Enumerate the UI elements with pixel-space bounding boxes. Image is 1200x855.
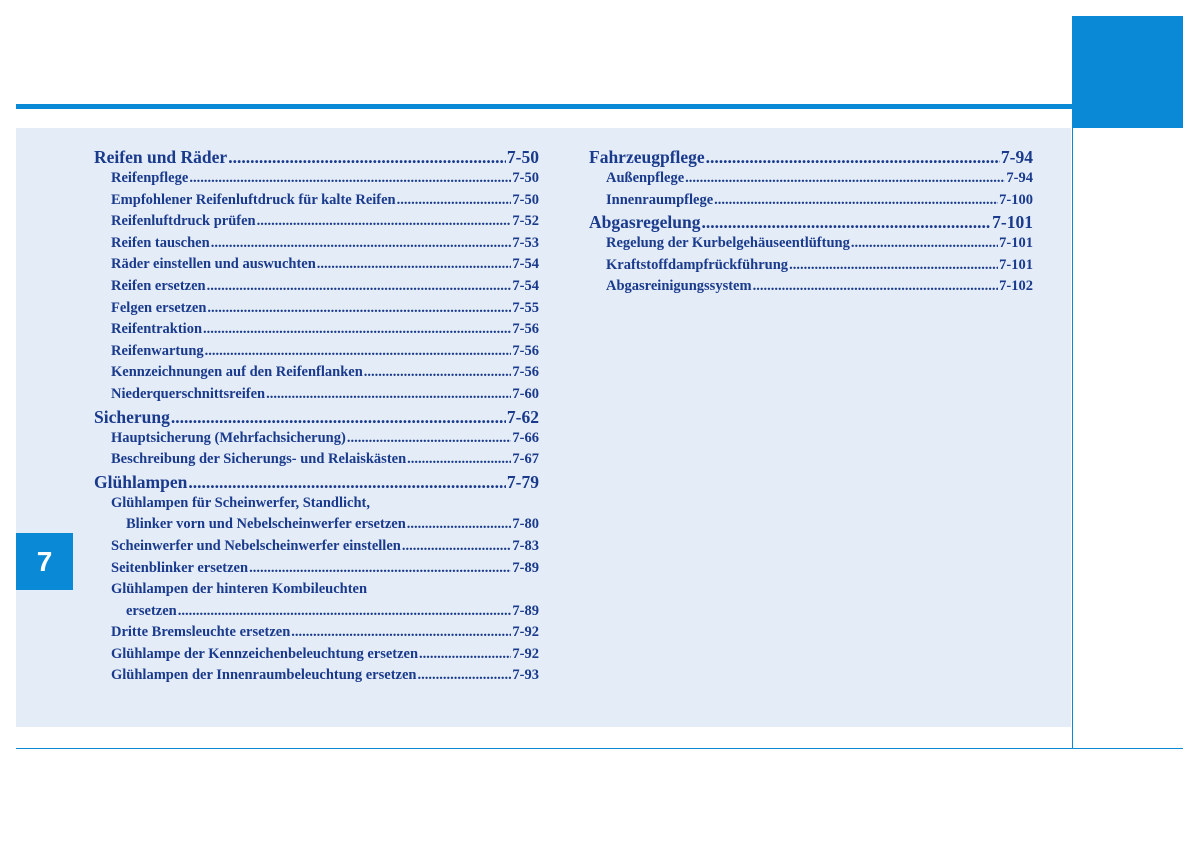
toc-entry-title: Empfohlener Reifenluftdruck für kalte Reifen — [111, 191, 396, 208]
toc-page-number: 7-55 — [512, 299, 539, 316]
toc-entry-title: Reifenwartung — [111, 342, 204, 359]
toc-page-number: 7-60 — [512, 385, 539, 402]
toc-page-number: 7-83 — [512, 537, 539, 554]
corner-accent-block — [1072, 16, 1183, 128]
margin-rule — [1072, 128, 1073, 748]
toc-section-entry[interactable] — [94, 471, 539, 493]
toc-entry-title: Kraftstoffdampfrückführung — [606, 256, 789, 273]
toc-page-number: 7-80 — [512, 516, 539, 533]
dot-leader — [789, 255, 998, 277]
toc-subsection-entry[interactable] — [94, 622, 539, 644]
toc-page-number: 7-54 — [512, 277, 539, 294]
dot-leader — [249, 558, 511, 580]
toc-page-number: 7-50 — [512, 170, 539, 186]
toc-subsection-entry[interactable] — [589, 276, 1033, 298]
dot-leader — [419, 644, 511, 666]
dot-leader — [347, 428, 512, 450]
toc-subsection-entry[interactable] — [94, 341, 539, 363]
dot-leader — [266, 384, 511, 406]
toc-subsection-entry[interactable] — [94, 254, 539, 276]
dot-leader — [257, 211, 512, 233]
toc-page-number: 7-50 — [512, 191, 539, 208]
toc-page-number: 7-100 — [999, 191, 1033, 208]
toc-page-number: 7-89 — [512, 602, 539, 619]
toc-entry-title: Hauptsicherung (Mehrfachsicherung) — [111, 429, 346, 446]
toc-entry-title: Felgen ersetzen — [111, 299, 207, 316]
dot-leader — [685, 168, 1005, 190]
toc-entry-title: Sicherung — [94, 406, 170, 427]
toc-subsection-entry[interactable] — [94, 644, 539, 666]
dot-leader — [211, 233, 512, 255]
header-rule — [16, 104, 1072, 109]
dot-leader — [207, 298, 511, 320]
toc-entry-line: Glühlampen der hinteren Kombileuchten — [111, 581, 368, 598]
dot-leader — [317, 254, 512, 276]
toc-subsection-entry[interactable] — [94, 536, 539, 558]
toc-entry-title: Reifenluftdruck prüfen — [111, 213, 256, 230]
toc-subsection-entry[interactable] — [94, 190, 539, 212]
toc-subsection-entry[interactable] — [94, 211, 539, 233]
toc-page-number: 7-101 — [992, 212, 1033, 233]
toc-subsection-entry[interactable] — [94, 601, 539, 623]
toc-page-number: 7-62 — [506, 406, 539, 427]
toc-entry-line: Glühlampen für Scheinwerfer, Standlicht, — [111, 494, 371, 511]
toc-page-number: 7-56 — [512, 321, 539, 338]
toc-entry-title: Reifenpflege — [111, 170, 189, 186]
toc-page-number: 7-79 — [506, 471, 539, 492]
dot-leader — [407, 449, 511, 471]
toc-subsection-entry[interactable] — [589, 190, 1033, 212]
toc-entry-title: Reifen ersetzen — [111, 277, 206, 294]
toc-page-number: 7-66 — [512, 429, 539, 446]
toc-subsection-entry[interactable] — [94, 362, 539, 384]
dot-leader — [397, 190, 512, 212]
dot-leader — [753, 276, 999, 298]
dot-leader — [851, 233, 998, 255]
toc-page-number: 7-94 — [1000, 147, 1033, 167]
toc-page-number: 7-56 — [512, 342, 539, 359]
dot-leader — [702, 211, 992, 233]
toc-page-number: 7-101 — [999, 256, 1033, 273]
toc-subsection-entry[interactable] — [94, 384, 539, 406]
toc-section-entry[interactable] — [94, 406, 539, 428]
toc-entry-title: Innenraumpflege — [606, 191, 714, 208]
toc-subsection-entry[interactable] — [94, 449, 539, 471]
toc-page-number: 7-50 — [506, 147, 539, 167]
toc-entry-title: Abgasregelung — [589, 212, 701, 233]
toc-entry-title: Regelung der Kurbelgehäuseentlüftung — [606, 235, 850, 252]
footer-rule — [16, 748, 1183, 749]
toc-left-column — [94, 146, 539, 687]
toc-right-column — [589, 146, 1033, 298]
toc-entry-title: Fahrzeugpflege — [589, 147, 705, 167]
toc-subsection-entry[interactable] — [589, 233, 1033, 255]
toc-page-number: 7-52 — [512, 213, 539, 230]
toc-page-number: 7-67 — [512, 451, 539, 468]
dot-leader — [178, 601, 512, 623]
dot-leader — [203, 319, 511, 341]
toc-entry-title: Scheinwerfer und Nebelscheinwerfer einstellen — [111, 537, 401, 554]
dot-leader — [291, 622, 511, 644]
toc-subsection-entry[interactable] — [94, 319, 539, 341]
toc-subsection-entry[interactable] — [94, 514, 539, 536]
toc-page-number: 7-102 — [999, 278, 1033, 295]
toc-section-entry[interactable] — [589, 146, 1033, 168]
toc-page-number: 7-56 — [512, 364, 539, 381]
toc-entry-title: ersetzen — [126, 602, 177, 619]
dot-leader — [364, 362, 512, 384]
toc-subsection-entry[interactable] — [94, 168, 539, 190]
dot-leader — [188, 471, 506, 493]
toc-page-number: 7-54 — [512, 256, 539, 273]
dot-leader — [714, 190, 998, 212]
dot-leader — [171, 406, 506, 428]
toc-subsection-entry[interactable] — [94, 665, 539, 687]
dot-leader — [189, 168, 511, 190]
toc-page-number: 7-92 — [512, 645, 539, 662]
toc-subsection-entry[interactable] — [94, 233, 539, 255]
dot-leader — [402, 536, 512, 558]
toc-entry-title: Reifen tauschen — [111, 234, 210, 251]
toc-page-number: 7-89 — [512, 559, 539, 576]
toc-subsection-entry[interactable] — [94, 558, 539, 580]
toc-entry-title: Beschreibung der Sicherungs- und Relaiskästen — [111, 451, 407, 468]
toc-entry-title: Kennzeichnungen auf den Reifenflanken — [111, 364, 363, 381]
dot-leader — [407, 514, 512, 536]
toc-page-number: 7-94 — [1006, 170, 1033, 186]
toc-section-entry[interactable] — [589, 211, 1033, 233]
toc-subsection-entry[interactable] — [94, 276, 539, 298]
dot-leader — [205, 341, 512, 363]
toc-subsection-entry[interactable] — [94, 428, 539, 450]
toc-entry-title: Niederquerschnittsreifen — [111, 385, 266, 402]
toc-entry-title: Reifentraktion — [111, 321, 203, 338]
toc-entry-title: Blinker vorn und Nebelscheinwerfer ersetzen — [126, 516, 406, 533]
toc-entry-title: Glühlampen der Innenraumbeleuchtung ersetzen — [111, 667, 417, 684]
toc-section-entry[interactable] — [94, 146, 539, 168]
toc-subsection-entry[interactable] — [94, 298, 539, 320]
toc-page-number: 7-101 — [999, 235, 1033, 252]
dot-leader — [706, 146, 1000, 168]
toc-entry-title: Außenpflege — [606, 170, 685, 186]
toc-page-number: 7-53 — [512, 234, 539, 251]
toc-entry-title: Glühlampe der Kennzeichenbeleuchtung ersetzen — [111, 645, 419, 662]
toc-entry-title: Dritte Bremsleuchte ersetzen — [111, 624, 291, 641]
toc-entry-title: Seitenblinker ersetzen — [111, 559, 249, 576]
toc-entry-title: Reifen und Räder — [94, 147, 228, 167]
dot-leader — [207, 276, 512, 298]
toc-entry-title: Glühlampen — [94, 471, 188, 492]
toc-page-number: 7-92 — [512, 624, 539, 641]
dot-leader — [417, 665, 511, 687]
toc-subsection-entry[interactable] — [589, 168, 1033, 190]
toc-subsection-entry[interactable] — [589, 255, 1033, 277]
chapter-tab: 7 — [16, 533, 73, 590]
dot-leader — [228, 146, 506, 168]
toc-entry-title: Räder einstellen und auswuchten — [111, 256, 316, 273]
toc-entry-title: Abgasreinigungssystem — [606, 278, 752, 295]
toc-page-number: 7-93 — [512, 667, 539, 684]
